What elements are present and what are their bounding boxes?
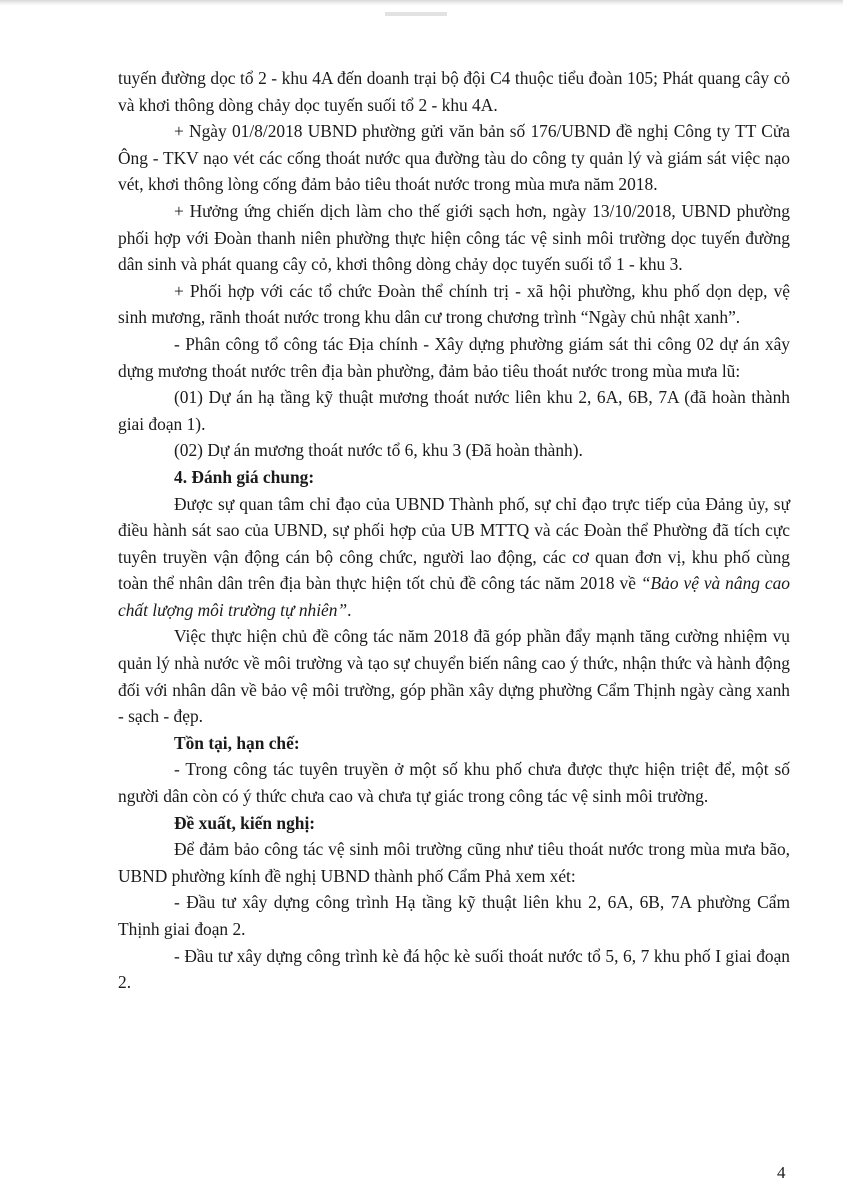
document-body [118, 65, 790, 996]
paragraph-italic: “Bảo vệ và nâng cao chất lượng môi trường tự nhiên” [118, 573, 790, 620]
paragraph: Để đảm bảo công tác vệ sinh môi trường cũng như tiêu thoát nước trong mùa mưa bão, UBND phường kính đề nghị UBND thành phố Cẩm Phả xem xét: [118, 839, 790, 886]
paragraph: (01) Dự án hạ tầng kỹ thuật mương thoát nước liên khu 2, 6A, 6B, 7A (đã hoàn thành giai đoạn 1). [118, 387, 790, 434]
section-heading: Tồn tại, hạn chế: [174, 732, 300, 753]
paragraph: (02) Dự án mương thoát nước tổ 6, khu 3 (Đã hoàn thành). [174, 440, 583, 461]
paragraph: - Đầu tư xây dựng công trình Hạ tầng kỹ thuật liên khu 2, 6A, 6B, 7A phường Cẩm Thịnh giai đoạn 2. [118, 892, 790, 939]
paragraph: - Trong công tác tuyên truyền ở một số khu phố chưa được thực hiện triệt để, một số người dân còn có ý thức chưa cao và chưa tự giác trong công tác vệ sinh môi trường. [118, 759, 790, 807]
scan-edge [0, 0, 843, 6]
scan-mark [385, 12, 447, 16]
paragraph: + Phối hợp với các tổ chức Đoàn thể chính trị - xã hội phường, khu phố dọn dẹp, vệ sinh mương, rãnh thoát nước trong khu dân cư trong chương trình “Ngày chủ nhật xanh”. [118, 280, 790, 328]
paragraph: - Phân công tổ công tác Địa chính - Xây dựng phường giám sát thi công 02 dự án xây dựng mương thoát nước trên địa bàn phường, đảm bảo tiêu thoát nước trong mùa mưa lũ: [118, 333, 790, 381]
paragraph: + Hưởng ứng chiến dịch làm cho thế giới sạch hơn, ngày 13/10/2018, UBND phường phối hợp với Đoàn thanh niên phường thực hiện công tác vệ sinh môi trường dọc tuyến đường dân sinh và phát quang cây cỏ, khơi thông dòng chảy dọc tuyến suối tổ 1 - khu 3. [118, 200, 790, 275]
paragraph-text: Được sự quan tâm chỉ đạo của UBND Thành phố, sự chỉ đạo trực tiếp của Đảng ủy, sự điều hành sát sao của UBND, sự phối hợp của UB MTTQ và các Đoàn thể Phường đã tích cực tuyên truyền vận động cán bộ công chức, người lao động, các cơ quan đơn vị, khu phố cùng toàn thể nhân dân trên địa bàn thực hiện tốt chủ đề công tác năm 2018 về [118, 493, 790, 594]
paragraph: Việc thực hiện chủ đề công tác năm 2018 đã góp phần đẩy mạnh tăng cường nhiệm vụ quản lý nhà nước về môi trường và tạo sự chuyển biến nâng cao ý thức, nhận thức và hành động đối với nhân dân về bảo vệ môi trường, góp phần xây dựng phường Cẩm Thịnh ngày càng xanh - sạch - đẹp. [118, 626, 790, 727]
paragraph [118, 491, 790, 624]
paragraph: - Đầu tư xây dựng công trình kè đá hộc kè suối thoát nước tổ 5, 6, 7 khu phố I giai đoạn 2. [118, 945, 790, 993]
page-number: 4 [777, 1163, 786, 1182]
paragraph: tuyến đường dọc tổ 2 - khu 4A đến doanh trại bộ đội C4 thuộc tiểu đoàn 105; Phát quang cây cỏ và khơi thông dòng chảy dọc tuyến suối tổ 2 - khu 4A. [118, 68, 790, 115]
paragraph-tail: . [347, 599, 352, 620]
paragraph: + Ngày 01/8/2018 UBND phường gửi văn bản số 176/UBND đề nghị Công ty TT Cửa Ông - TKV nạo vét các cống thoát nước qua đường tàu do công ty quản lý và giám sát việc nạo vét, khơi thông lòng cống đảm bảo tiêu thoát nước trong mùa mưa năm 2018. [118, 121, 790, 195]
section-heading: Đề xuất, kiến nghị: [174, 812, 316, 833]
section-heading: 4. Đánh giá chung: [174, 466, 315, 487]
